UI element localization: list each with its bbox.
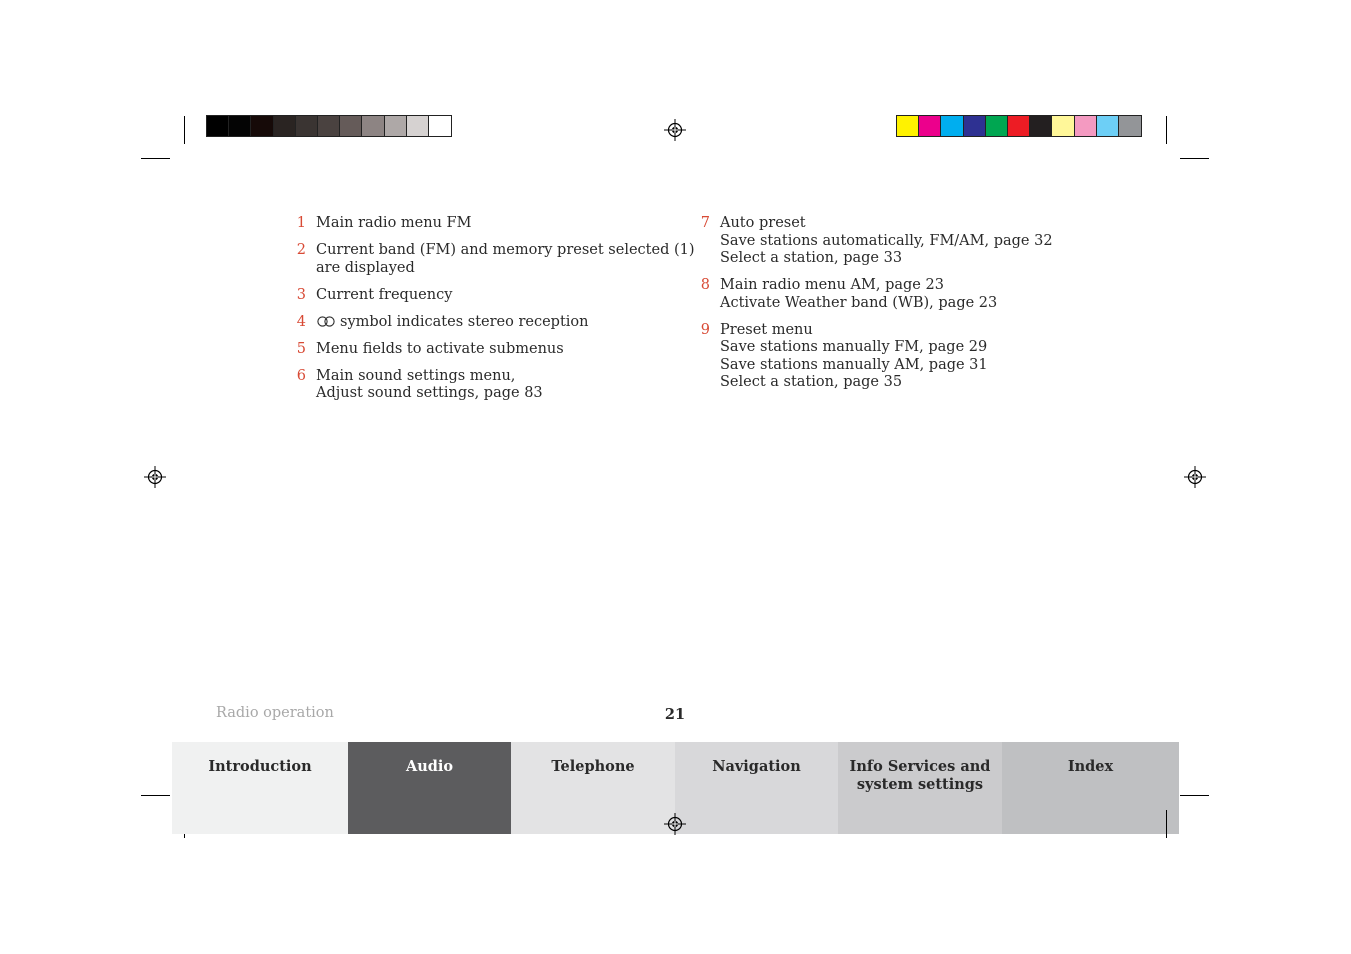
legend-item: [294, 341, 695, 359]
color-swatch: [385, 116, 407, 136]
color-swatch: [1119, 116, 1141, 136]
legend-number: 6: [296, 367, 306, 384]
tab-label-line: Info Services and: [849, 758, 991, 775]
registration-mark-icon: [664, 119, 686, 141]
legend-line: Main radio menu AM, page 23: [720, 277, 944, 293]
gray-scale-bar: [206, 115, 452, 137]
color-swatch: [318, 116, 340, 136]
page-number: 21: [664, 706, 686, 723]
tab-label: [850, 758, 991, 834]
color-swatch: [1008, 116, 1030, 136]
crop-mark: [184, 116, 185, 144]
tab-index[interactable]: [1002, 742, 1179, 834]
legend-number: 3: [296, 286, 306, 303]
legend-line: Select a station, page 35: [720, 374, 903, 390]
color-swatch: [362, 116, 384, 136]
tab-label: [406, 758, 453, 834]
section-label: Radio operation: [216, 705, 334, 721]
color-swatch: [897, 116, 919, 136]
tab-info-services[interactable]: [838, 742, 1002, 834]
crop-mark: [1180, 795, 1209, 796]
tab-label: [551, 758, 634, 834]
legend-item: [294, 215, 695, 233]
legend-item: [294, 287, 695, 305]
legend-line: Current band (FM) and memory preset selected (1): [316, 242, 695, 258]
registration-mark-icon: [1184, 466, 1206, 488]
color-swatch: [207, 116, 229, 136]
tab-label: [208, 758, 311, 834]
legend-item: [698, 322, 1053, 392]
color-swatch: [251, 116, 273, 136]
legend-left-column: [294, 215, 695, 412]
color-swatch: [296, 116, 318, 136]
legend-line: Auto preset: [720, 215, 806, 231]
legend-number: 7: [700, 215, 710, 231]
legend-line: Preset menu: [720, 321, 813, 338]
legend-item: [698, 215, 1053, 268]
tab-label-line: Audio: [405, 758, 454, 775]
legend-line: Current frequency: [316, 286, 453, 303]
legend-number: 9: [700, 321, 710, 338]
legend-right-column: [698, 215, 1053, 401]
color-swatch: [964, 116, 986, 136]
legend-number: 1: [296, 215, 306, 231]
color-swatch: [407, 116, 429, 136]
color-swatch: [340, 116, 362, 136]
legend-line: Adjust sound settings, page 83: [316, 385, 543, 401]
tab-audio[interactable]: [348, 742, 511, 834]
legend-line: Main sound settings menu,: [316, 367, 516, 384]
color-swatch: [919, 116, 941, 136]
crop-mark: [1180, 158, 1209, 159]
legend-number: 2: [296, 242, 306, 258]
legend-line: Save stations automatically, FM/AM, page 32: [720, 232, 1053, 249]
legend-line: Main radio menu FM: [316, 215, 472, 231]
tab-label-line: Telephone: [551, 758, 635, 775]
legend-item: [294, 314, 695, 332]
tab-label: [712, 758, 801, 834]
color-swatch: [1030, 116, 1052, 136]
color-swatch: [429, 116, 451, 136]
legend-line: Save stations manually AM, page 31: [720, 356, 988, 373]
tab-label: [1068, 758, 1113, 834]
color-swatch: [274, 116, 296, 136]
legend-line: are displayed: [316, 259, 415, 276]
legend-line: Save stations manually FM, page 29: [720, 339, 988, 355]
registration-mark-icon: [664, 813, 686, 835]
legend-number: 8: [700, 277, 710, 293]
tab-navigation[interactable]: [675, 742, 838, 834]
color-swatch: [1075, 116, 1097, 136]
legend-item: [294, 242, 695, 277]
legend-line: Select a station, page 33: [720, 250, 903, 266]
registration-mark-icon: [144, 466, 166, 488]
legend-line: Activate Weather band (WB), page 23: [720, 294, 998, 311]
crop-mark: [1166, 116, 1167, 144]
tab-label-line: Introduction: [208, 758, 312, 775]
legend-item: [294, 368, 695, 403]
tab-introduction[interactable]: [172, 742, 348, 834]
color-swatch: [1097, 116, 1119, 136]
crop-mark: [1166, 810, 1167, 838]
legend-number: 4: [296, 313, 306, 330]
legend-number: 5: [296, 340, 306, 357]
stereo-icon: [316, 316, 336, 327]
tab-label-line: Index: [1067, 758, 1114, 775]
color-swatch: [941, 116, 963, 136]
color-swatch: [1052, 116, 1074, 136]
color-swatch: [229, 116, 251, 136]
tab-label-line: Navigation: [712, 758, 801, 775]
legend-line-text: symbol indicates stereo reception: [340, 313, 589, 330]
legend-line: Menu fields to activate submenus: [316, 340, 564, 357]
tab-label-line: system settings: [856, 776, 984, 793]
crop-mark: [141, 158, 170, 159]
color-swatch: [986, 116, 1008, 136]
legend-item: [698, 277, 1053, 312]
color-calibration-bar: [896, 115, 1142, 137]
legend-line: [316, 314, 695, 332]
tab-telephone[interactable]: [511, 742, 675, 834]
crop-mark: [141, 795, 170, 796]
